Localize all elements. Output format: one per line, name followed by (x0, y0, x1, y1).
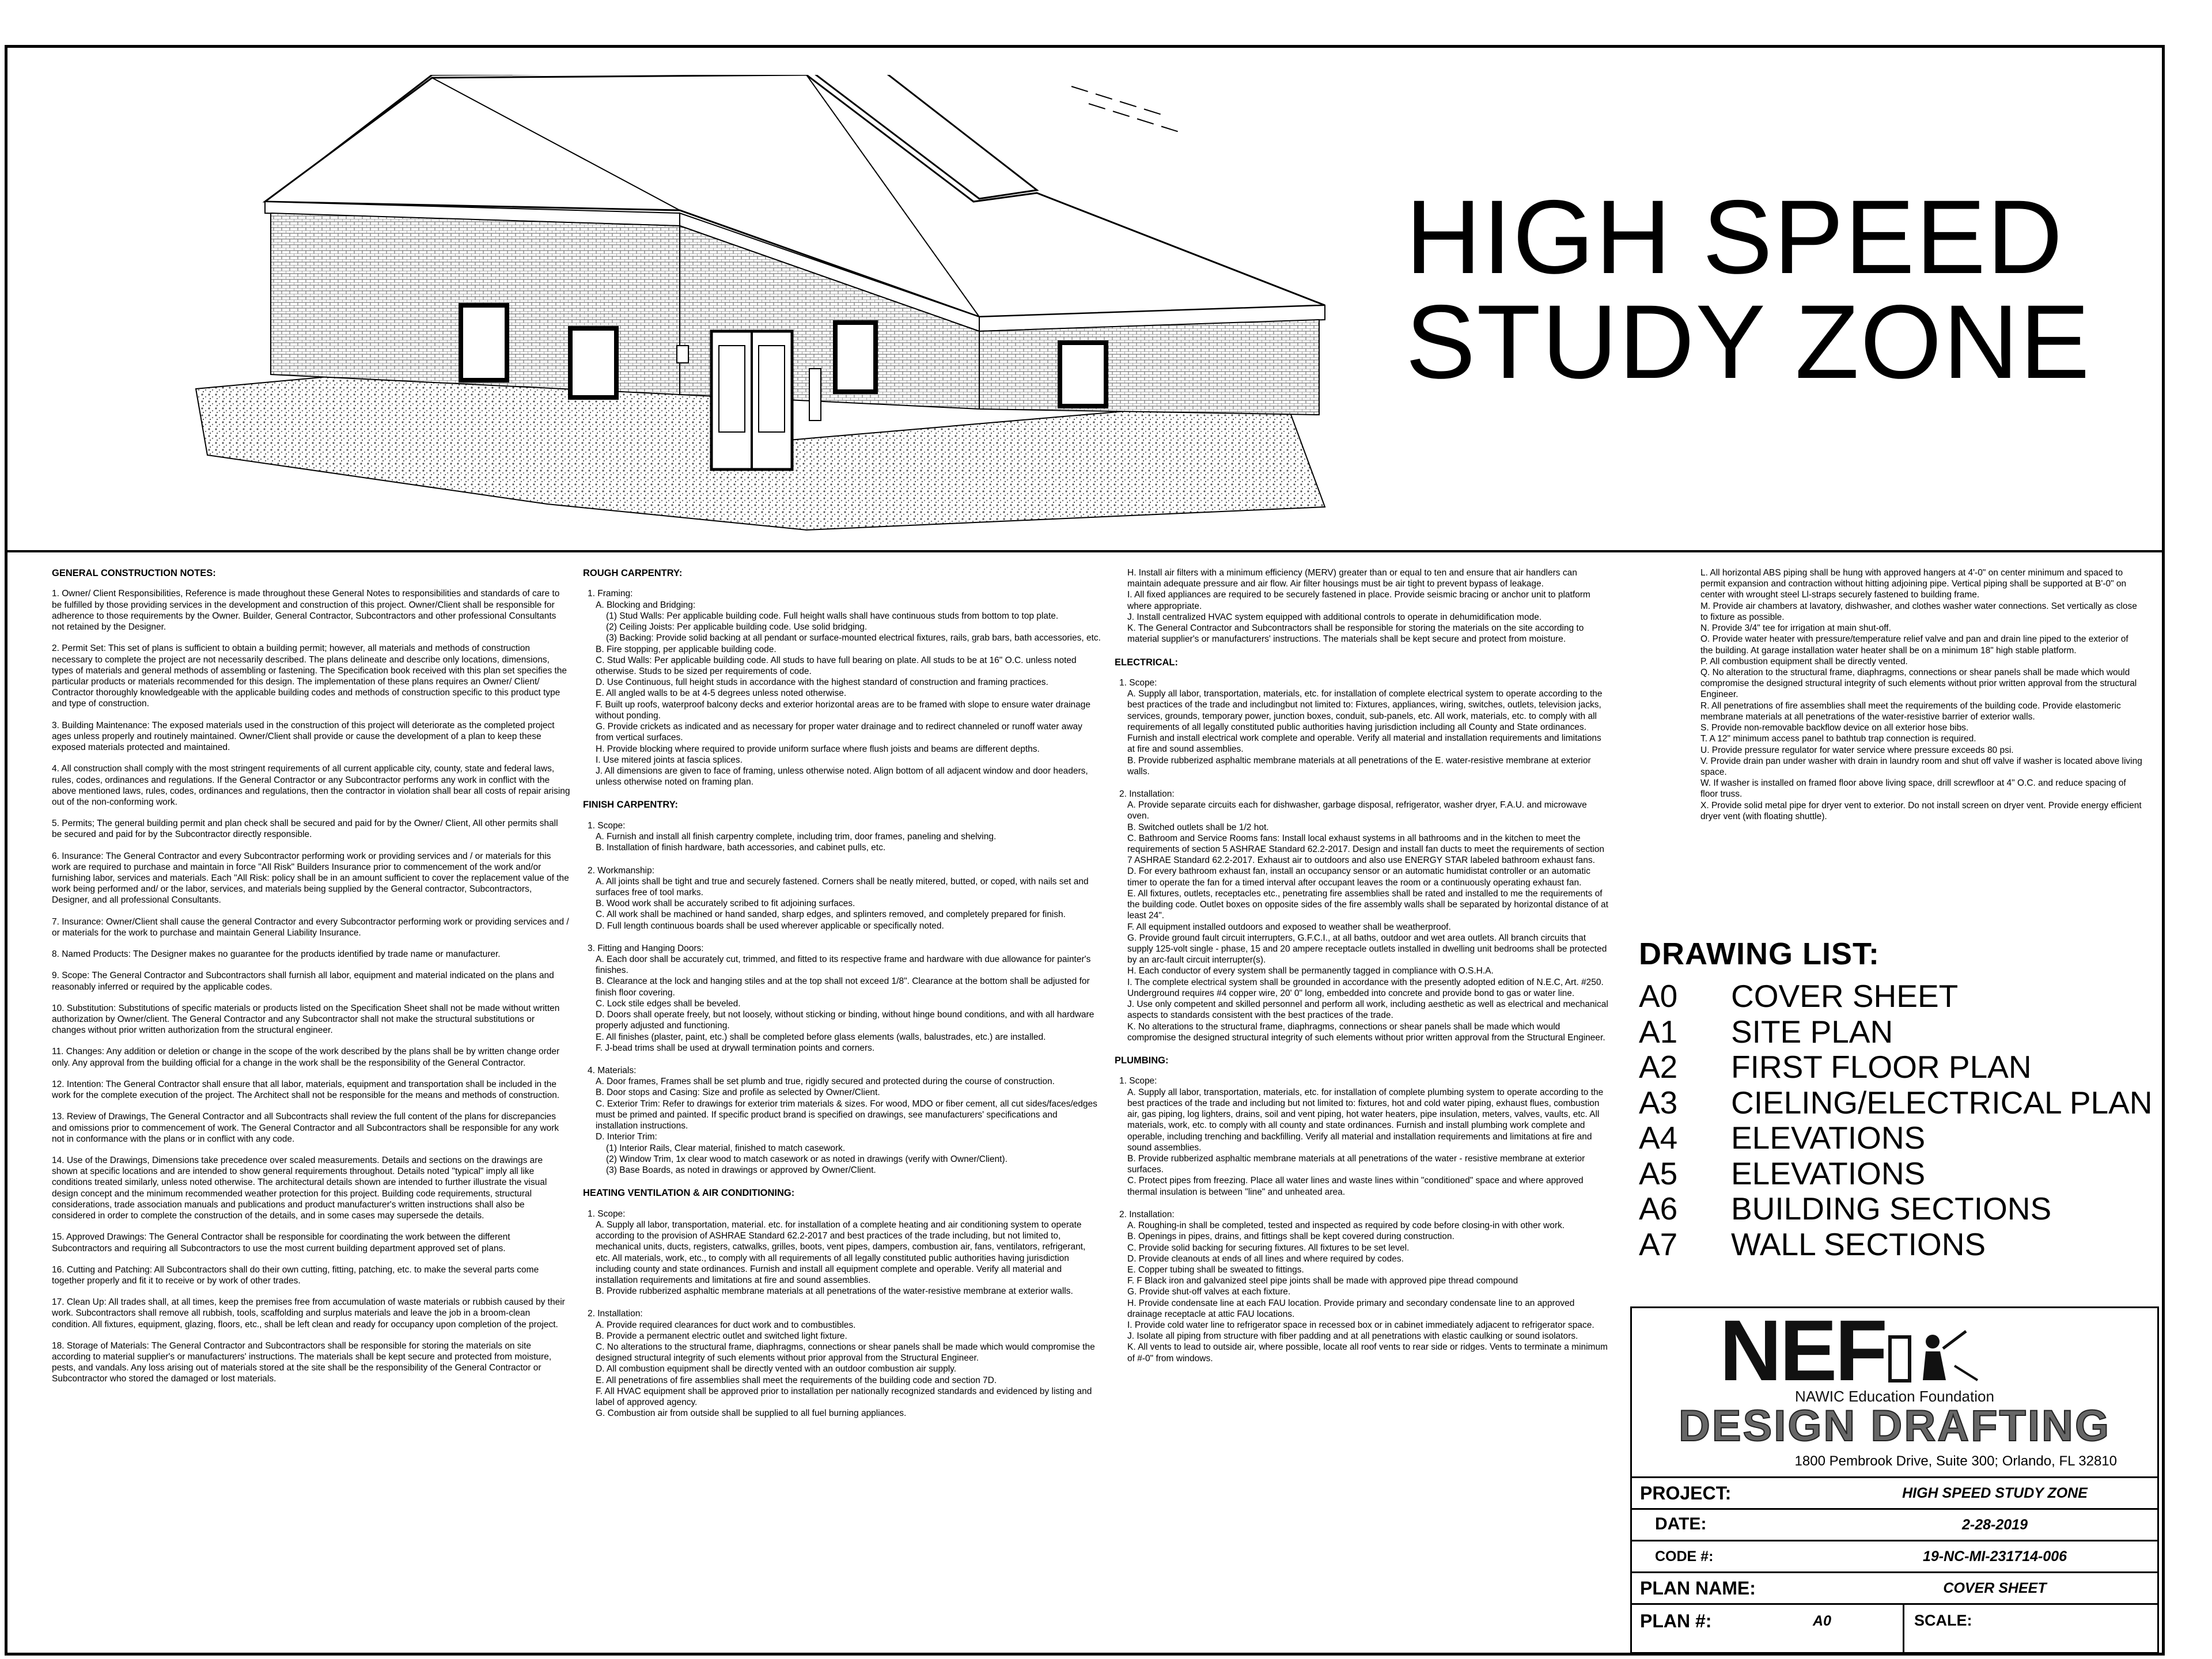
drawing-name: COVER SHEET (1731, 978, 1959, 1014)
section-heading: HEATING VENTILATION & AIR CONDITIONING: (583, 1188, 795, 1199)
date-row (1632, 1508, 2157, 1540)
note-item: F. J-bead trims shall be used at drywall termination points and corners. (596, 1043, 875, 1053)
general-note: 18. Storage of Materials: The General Contractor and Subcontractors shall be responsible for storing the materials on site according to material supplier's or manufacturers' instructions. The materials shall be kept secure and protected from moisture, pests, and vandals. Any loss arising out of materials stored at the site shall be the responsibility of the General Contractor or Subcontractor who stored the damaged or lost materials. (52, 1340, 552, 1384)
section-heading: ROUGH CARPENTRY: (583, 568, 683, 578)
drawing-code: A2 (1639, 1049, 1678, 1085)
note-item: 2. Installation: (1119, 789, 1175, 799)
note-item: A. Supply all labor, transportation, materials, etc. for installation of complete electrical system to operate according to the best practices of the trade and includingbut not limited to: Fixtures, appliances, wiring, switches, outlets, television jacks, services, grounds, temporary power, junction boxes, conduit, sub-panels, etc. All work, materials, etc. to comply with all requirements of all legally constituted public authorities having jurisdiction including all County and State ordinances. Furnish and install electrical work complete and operable. Verify all material and installation requirements and limitations at fire and sound assemblies. (1127, 689, 1603, 755)
note-item: S. Provide non-removable backflow device on all exterior hose bibs. (1700, 723, 1969, 733)
project-label: PROJECT: (1640, 1483, 1732, 1503)
general-note: 10. Substitution: Substitutions of specific materials or products listed on the Specification Sheet shall not be made without written authorization by Owner/client. The General Contractor and any Subcontractor shall not make the structural substitutions or changes without prior written authorization from the structural engineer. (52, 1003, 560, 1036)
note-item: A. Blocking and Bridging: (596, 600, 696, 610)
note-spacer (1115, 1043, 1610, 1055)
note-spacer (1115, 777, 1610, 789)
note-item: A. Provide required clearances for duct work and to combustibles. (596, 1320, 856, 1330)
plan-name-row (1632, 1571, 2157, 1603)
drawing-name: FIRST FLOOR PLAN (1731, 1049, 2032, 1085)
drawing-code: A1 (1639, 1013, 1678, 1050)
drawing-code: A7 (1639, 1226, 1678, 1262)
drawing-list-heading: DRAWING LIST: (1639, 937, 1880, 971)
note-item: E. All angled walls to be at 4-5 degrees unless noted otherwise. (596, 688, 847, 699)
code-row (1632, 1540, 2157, 1571)
note-item: D. Use Continuous, full height studs in accordance with the highest standard of construction and framing practices. (596, 677, 1048, 688)
plan-number-value: A0 (1813, 1613, 1831, 1629)
note-item: A. Furnish and install all finish carpentry complete, including trim, door frames, paneling and shelving. (596, 832, 997, 842)
drawing-code: A4 (1639, 1120, 1678, 1156)
scale-divider (1903, 1605, 1904, 1656)
drawing-code: A3 (1639, 1084, 1678, 1120)
note-item: H. Provide blocking where required to provide uniform surface where flush joists and beams are different depths. (596, 744, 1040, 754)
general-note: 8. Named Products: The Designer makes no guarantee for the products identified by trade name or manufacturer. (52, 949, 501, 960)
note-item: R. All penetrations of fire assemblies shall meet the requirements of the building code. Provide elastomeric membrane materials at all penetrations of the water-resistive barrier of exterior walls. (1700, 700, 2121, 722)
note-item: F. F Black iron and galvanized steel pipe joints shall be made with approved pipe thread compound (1127, 1276, 1518, 1286)
note-item: E. All fixtures, outlets, receptacles etc., penetrating fire assemblies shall be rated and installed to me the requirements of the building code. Outlet boxes on opposite sides of the fire assembly walls shall be separated by horizontal distance of at least 24". (1127, 888, 1608, 921)
note-item: J. Use only competent and skilled personnel and perform all work, including aesthetic as well as electrical and mechanical aspects to standards consistent with the best practices of the trade. (1127, 999, 1608, 1021)
logo-subtitle: NAWIC Education Foundation (1795, 1388, 1994, 1405)
note-item: B. Installation of finish hardware, bath accessories, and cabinet pulls, etc. (596, 843, 886, 853)
note-item: (3) Base Boards, as noted in drawings or approved by Owner/Client. (606, 1165, 876, 1175)
note-item: (1) Stud Walls: Per applicable building code. Full height walls shall have continuous studs from bottom to top plate. (606, 611, 1059, 621)
note-item: D. Interior Trim: (596, 1132, 657, 1142)
note-item: A. Supply all labor, transportation, materials, etc. for installation of complete plumbing system to operate according to the best practices of the trade and including but not limited to: fixtures, hot and cold water piping, exhaust flues, combustion air, gas piping, log lighters, drains, soil and vent piping, hot water heaters, pipe insulation, meters, valves, vaults, etc. All materials, work, etc. to comply with all county and state ordinances. Furnish and install plumbing work complete and operable, including trenching and backfilling. Verify all material and installation requirements and limitations at fire and sound assemblies. (1127, 1087, 1604, 1153)
note-item: E. All penetrations of fire assemblies shall meet the requirements of the building code and section 7D. (596, 1375, 997, 1385)
general-note: 4. All construction shall comply with the most stringent requirements of all current applicable city, county, state and federal laws, rules, codes, ordinances and regulations. If the General Contractor or any Subcontractor performs any work in conflict with the above mentioned laws, rules, codes, ordinances and regulations, then the contractor in violation shall bear all costs of repair arising out of the non-conforming work. (52, 764, 570, 807)
drawing-list (1639, 936, 2157, 1262)
note-item: W. If washer is installed on framed floor above living space, drill screwfloor at 4" O.C. and reduce spacing of floor truss. (1700, 778, 2126, 800)
general-note: 6. Insurance: The General Contractor and every Subcontractor performing work or providing services and / or materials for this work are required to purchase and maintain in force "All Risk" Builders Insurance prior to commencement of the work and/or furnishing labor, services and materials. Each "All Risk: policy shall be in an amount sufficient to cover the replacement value of the work being performed and/ or the labor, services, and materials being supplied by the General contractor, Subcontractors, Designer, and all professional Consultants. (52, 851, 569, 906)
note-item: G. Provide ground fault circuit interrupters, G.F.C.I., at all baths, outdoor and wet area outlets. All branch circuits that supply 125-volt single - phase, 15 and 20 ampere receptacle outlets installed in dwelling unit bedrooms shall be protected by an arc-fault circuit interrupter(s). (1127, 933, 1607, 965)
note-spacer (583, 854, 1101, 865)
general-note: 2. Permit Set: This set of plans is sufficient to obtain a building permit; however, all materials and methods of construction necessary to complete the project are not necessarily described. The plans delineate and describe only locations, dimensions, types of materials and general methods of assembling or fastening. The Specification book received with this plan set specifies the particular products or materials recommended for this design. The implementation of these plans requires an Owner/ Client/ Contractor thoroughly knowledgeable with the applicable building codes and methods of construction specific to this product type and type of construction. (52, 643, 567, 709)
general-note: 3. Building Maintenance: The exposed materials used in the construction of this project will deteriorate as the completed project ages unless properly and routinely maintained. Owner/Client shall provide or cause the development of a plan to keep these exposed materials protected and maintained. (52, 720, 555, 753)
drawing-list-item (1639, 1120, 2157, 1156)
note-spacer (583, 1297, 1101, 1308)
note-item: E. All finishes (plaster, paint, etc.) shall be completed before glass elements (walls, balustrades, etc.) are installed. (596, 1032, 1046, 1042)
section-heading: PLUMBING: (1115, 1055, 1169, 1066)
note-item: 1. Scope: (1119, 677, 1157, 688)
note-item: (2) Window Trim, 1x clear wood to match casework or as noted in drawings (verify with Owner/Client). (606, 1154, 1007, 1164)
note-item: Q. No alteration to the structural frame, diaphragms, connections or shear panels shall be made which would compromise the designed structural integrity of such elements without prior written approval from the structural Engineer. (1700, 667, 2137, 700)
note-item: B. Openings in pipes, drains, and fittings shall be kept covered during construction. (1127, 1232, 1455, 1242)
note-item: J. Install centralized HVAC system equipped with additional controls to operate in dehumidification mode. (1127, 612, 1542, 622)
drawing-code: A6 (1639, 1191, 1678, 1226)
code-label: CODE #: (1655, 1548, 1714, 1565)
note-item: 1. Framing: (588, 589, 633, 599)
note-item: D. Doors shall operate freely, but not loosely, without sticking or binding, without hinge bound conditions, and with all hardware properly adjusted and functioning. (596, 1010, 1094, 1031)
nef-logo (1632, 1308, 2157, 1475)
drawing-list-item (1639, 1050, 2157, 1085)
note-item: C. Stud Walls: Per applicable building code. All studs to have full bearing on plate. All studs to be at 16" O.C. unless noted otherwise. Studs to be sized per requirements of code. (596, 655, 1077, 676)
note-item: B. Provide a permanent electric outlet and switched light fixture. (596, 1331, 847, 1341)
note-item: H. Install air filters with a minimum efficiency (MERV) greater than or equal to ten and ensure that air handlers can maintain adequate pressure and air flow. Air filter housings must be air tight to prevent bypass of leakage. (1127, 568, 1577, 589)
note-item: C. Bathroom and Service Rooms fans: Install local exhaust systems in all bathrooms and in the kitchen to meet the requirements of section 5 ASHRAE Standard 62.2-2017. Design and install fan ducts to meet the requirements of section 7 ASHRAE Standard 62.2-2017. Exhaust air to outdoors and also use ENERGY STAR labeled bathroom exhaust fans. (1127, 833, 1604, 866)
note-item: J. Isolate all piping from structure with fiber padding and at all penetrations with elastic caulking or sound isolators. (1127, 1331, 1578, 1342)
general-note: 11. Changes: Any addition or deletion or change in the scope of the work described by the plans shall be by written change order only. Any approval from the building official for a change in the work shall be the responsibility of the General Contractor. (52, 1047, 560, 1068)
drawing-list-item (1639, 1191, 2157, 1227)
drawing-list-item (1639, 1014, 2157, 1050)
note-item: (3) Backing: Provide solid backing at all pendant or surface-mounted electrical fixtures, rails, grab bars, bath accessories, etc. (606, 633, 1101, 643)
note-item: H. Each conductor of every system shall be permanently tagged in compliance with O.S.H.A. (1127, 966, 1494, 976)
note-item: 4. Materials: (588, 1066, 637, 1075)
note-item: B. Provide rubberized asphaltic membrane materials at all penetrations of the water-resistive membrane at exterior walls. (596, 1286, 1073, 1297)
drawing-code: A0 (1639, 978, 1678, 1014)
note-item: C. Exterior Trim: Refer to drawings for exterior trim materials & sizes. For wood, MDO or fiber cement, all cut sides/faces/edges must be primed and painted. If specific product brand is specified on drawings, see manufacturers' specifications and installation instructions. (596, 1099, 1097, 1131)
general-note: 15. Approved Drawings: The General Contractor shall be responsible for coordinating the work between the different Subcontractors and requiring all Subcontractors to use the most current building department approved set of plans. (52, 1232, 510, 1253)
note-item: I. The complete electrical system shall be grounded in accordance with the presently adopted edition of N.E.C, Art. #250. Underground requires #4 copper wire, 20' 0" long, embedded into concrete and provide bond to gas or water line. (1127, 977, 1604, 998)
note-item: B. Provide rubberized asphaltic membrane materials at all penetrations of the E. water-resistive membrane at exterior walls. (1127, 755, 1591, 777)
general-note: 13. Review of Drawings, The General Contractor and all Subcontracts shall review the full content of the plans for discrepancies and omissions prior to commencement of work. The General Contractor and all Subcontractors shall be responsible for any work not in conformance with the plans or in conflict with any code. (52, 1112, 559, 1144)
notes-heading: GENERAL CONSTRUCTION NOTES: (52, 568, 216, 578)
note-item: B. Door stops and Casing: Size and profile as selected by Owner/Client. (596, 1088, 880, 1098)
general-note: 14. Use of the Drawings, Dimensions take precedence over scaled measurements. Details and sections on the drawings are shown at specific locations and are intended to show general requirements throughout. Details noted "typical" imply all like conditions treated similarly, unless noted otherwise. The architectural details shown are intended to further illustrate the visual design concept and the minimum recommended weather protection for this project. Building code requirements, structural considerations, trade association manuals and publications and product manufacturer's written instructions shall also be considered in order to complete the construction of the details, and in some cases may supersede the details. (52, 1155, 547, 1221)
note-item: A. Roughing-in shall be completed, tested and inspected as required by code before closing-in with other work. (1127, 1221, 1565, 1231)
note-item: I. Use mitered joints at fascia splices. (596, 755, 743, 765)
drawing-name: SITE PLAN (1731, 1013, 1893, 1050)
sheet-divider (5, 550, 2165, 552)
note-item: D. For every bathroom exhaust fan, install an occupancy sensor or an automatic humidistat controller or an automatic timer to operate the fan for a timed interval after occupant leaves the room or a continuously operating exhaust fan. (1127, 866, 1590, 888)
general-note: 17. Clean Up: All trades shall, at all times, keep the premises free from accumulation of waste materials or rubbish caused by their work. Subcontractors shall remove all rubbish, tools, scaffolding and surplus materials and leave the job in a broom-clean condition. All fixtures, equipment, glazing, floors, etc., shall be left clean and ready for occupancy upon completion of the project. (52, 1297, 565, 1330)
note-item: C. No alterations to the structural frame, diaphragms, connections or shear panels shall be made which would compromise the designed structural integrity of such elements without prior approval from the Structural Engineer. (596, 1342, 1095, 1363)
note-item: V. Provide drain pan under washer with drain in laundry room and shut off valve if washer is located above living space. (1700, 756, 2142, 777)
drawing-name: ELEVATIONS (1731, 1155, 1926, 1191)
note-spacer (583, 1054, 1101, 1065)
plan-name-value: COVER SHEET (1943, 1580, 2047, 1596)
note-item: B. Fire stopping, per applicable building code. (596, 644, 777, 654)
note-item: L. All horizontal ABS piping shall be hung with approved hangers at 4'-0" on center minimum and spaced to permit expansion and contraction without hitting adjoining pipe. Vertical piping shall be supported at B'-0" on center with wrought steel Ll-straps securely fastened to building frame. (1700, 568, 2127, 600)
title-line-1: HIGH SPEED (1406, 178, 2064, 296)
note-item: F. All equipment installed outdoors and exposed to weather shall be weatherproof. (1127, 922, 1451, 932)
note-item: G. Provide crickets as indicated and as necessary for proper water drainage and to redirect channeled or runoff water away from vertical surfaces. (596, 722, 1082, 743)
note-item: B. Switched outlets shall be 1/2 hot. (1127, 822, 1269, 832)
note-item: I. Provide cold water line to refrigerator space in recessed box or in cabinet immediately adjacent to refrigerator space. (1127, 1320, 1594, 1331)
note-item: K. No alterations to the structural frame, diaphragms, connections or shear panels shall be made which would compromise the designed structural integrity of such elements without prior written approval from the Structural Engineer. (1127, 1021, 1605, 1043)
note-item: K. All vents to lead to outside air, where possible, locate all roof vents to rear side or ridges. Vents to terminate a minimum of #-0" from windows. (1127, 1342, 1608, 1363)
note-item: X. Provide solid metal pipe for dryer vent to exterior. Do not install screen on dryer vent. Provide energy efficient dryer vent (with floating shuttle). (1700, 800, 2142, 821)
note-item: 2. Installation: (1119, 1209, 1175, 1219)
carpentry-hvac-notes (583, 567, 1101, 1419)
building-rendering (173, 75, 1417, 536)
project-value: HIGH SPEED STUDY ZONE (1902, 1485, 2088, 1501)
note-item: P. All combustion equipment shall be directly vented. (1700, 656, 1908, 666)
note-item: 1. Scope: (588, 1209, 626, 1219)
address (1632, 1453, 2157, 1469)
note-item: 2. Workmanship: (588, 865, 655, 876)
logo-design-drafting: DESIGN DRAFTING (1678, 1402, 2111, 1450)
note-item: 1. Scope: (588, 820, 626, 831)
note-item: U. Provide pressure regulator for water service where pressure exceeds 80 psi. (1700, 745, 2014, 755)
title-line-2: STUDY ZONE (1406, 283, 2091, 400)
note-item: C. Lock stile edges shall be beveled. (596, 998, 741, 1009)
note-item: A. All joints shall be tight and true and securely fastened. Corners shall be neatly mitered, butted, or coped, with nails set and surfaces free of tool marks. (596, 876, 1089, 897)
drawing-list-item (1639, 979, 2157, 1014)
note-item: 1. Scope: (1119, 1076, 1157, 1086)
general-note: 9. Scope: The General Contractor and Subcontractors shall furnish all labor, equipment and material indicated on the plans and reasonably inferred or required by the applicable codes. (52, 971, 554, 992)
note-item: N. Provide 3/4" tee for irrigation at main shut-off. (1700, 623, 1891, 634)
drawing-code: A5 (1639, 1155, 1678, 1191)
note-item: J. All dimensions are given to face of framing, unless otherwise noted. Align bottom of all adjacent window and door headers, unless otherwise noted on framing plan. (596, 766, 1088, 787)
note-spacer (583, 787, 1101, 799)
note-item: F. All HVAC equipment shall be approved prior to installation per nationally recognized standards and evidenced by listing and label of approved agency. (596, 1386, 1092, 1408)
note-item: B. Clearance at the lock and hanging stiles and at the top shall not exceed 1/8". Clearance at the bottom shall be adjusted for finish floor covering. (596, 976, 1090, 998)
note-item: (2) Ceiling Joists: Per applicable building code. Use solid bridging. (606, 622, 868, 632)
note-item: 2. Installation: (588, 1309, 643, 1319)
note-spacer (1115, 1198, 1610, 1209)
note-item: A. Supply all labor, transportation, material. etc. for installation of a complete heating and air conditioning system to operate according to the provision of ASHRAE Standard 62.2-2017 and best practices of the trade including, but not limited to, mechanical units, ducts, registers, catwalks, grilles, boots, vent pipes, dampers, combustion air, fans, ventilators, refrigerant, etc. All materials, work, etc., to comply with all requirements of all legally constituted public authorities having jurisdiction including county and state ordinances. Furnish and install all equipment complete and operable. Verify all material and installation requirements and limitations at fire and sound assemblies. (596, 1219, 1086, 1285)
note-item: G. Provide shut-off valves at each fixture. (1127, 1287, 1291, 1297)
project-row (1632, 1476, 2157, 1508)
note-item: A. Door frames, Frames shall be set plumb and true, rigidly secured and protected during the course of construction. (596, 1077, 1055, 1087)
drawing-list-item (1639, 1227, 2157, 1263)
electrical-plumbing-notes (1115, 567, 1610, 1364)
note-item: C. Protect pipes from freezing. Place all water lines and waste lines within "conditioned" space and where approved thermal insulation is between "line" and unheated area. (1127, 1176, 1584, 1197)
general-note: 1. Owner/ Client Responsibilities, Reference is made throughout these General Notes to responsibilities and standards of care to be fulfilled by those providing services in the development and construction of this project. Owner/Client shall be responsible for adherence to those requirements by the Owner. Builder, General Contractor, Subcontractors and other professional Consultants not retained by the Designer. (52, 589, 560, 632)
drawing-list-item (1639, 1085, 2157, 1121)
note-spacer (583, 1176, 1101, 1187)
drawing-name: CIELING/ELECTRICAL PLAN (1731, 1084, 2153, 1120)
general-note: 7. Insurance: Owner/Client shall cause the general Contractor and every Subcontractor performing work or providing services and / or materials for the work to purchase and maintain General Liability Insurance. (52, 916, 569, 938)
section-heading: ELECTRICAL: (1115, 657, 1178, 668)
note-item: A. Provide separate circuits each for dishwasher, garbage disposal, refrigerator, washer dryer, F.A.U. and microwave oven. (1127, 800, 1587, 821)
general-note: 12. Intention: The General Contractor shall ensure that all labor, materials, equipment and transportation shall be included in the work for the complete execution of the project. The Architect shall not be responsible for the means and methods of construction. (52, 1079, 560, 1101)
address-text: 1800 Pembrook Drive, Suite 300; Orlando, FL 32810 (1794, 1453, 2117, 1469)
drawing-name: WALL SECTIONS (1731, 1226, 1986, 1262)
general-construction-notes (52, 567, 570, 1395)
project-title (1406, 178, 2126, 400)
code-value: 19-NC-MI-231714-006 (1922, 1548, 2067, 1565)
logo-mark: NEF (1719, 1308, 1885, 1399)
date-label: DATE: (1655, 1514, 1707, 1533)
note-item: (1) Interior Rails, Clear material, finished to match casework. (606, 1143, 846, 1153)
drawing-list-item (1639, 1156, 2157, 1192)
note-item: H. Provide condensate line at each FAU location. Provide primary and secondary condensate line to an approved drainage receptacle at attic FAU locations. (1127, 1298, 1575, 1319)
date-value: 2-28-2019 (1962, 1517, 2028, 1533)
note-item: I. All fixed appliances are required to be securely fastened in place. Provide seismic bracing or anchor unit to platform where appropriate. (1127, 590, 1590, 611)
drawing-name: ELEVATIONS (1731, 1120, 1926, 1156)
general-note: 5. Permits; The general building permit and plan check shall be secured and paid for by the Owner/ Client, All other permits shall be secured and paid for by the Subcontractor directly responsible. (52, 819, 558, 840)
plan-number-label: PLAN #: (1640, 1611, 1712, 1631)
plumbing-notes-continued (1688, 567, 2143, 822)
note-item: M. Provide air chambers at lavatory, dishwasher, and clothes washer water connections. Set vertically as close to fixture as possible. (1700, 601, 2137, 622)
note-item: C. Provide solid backing for securing fixtures. All fixtures to be set level. (1127, 1243, 1410, 1253)
drawing-name: BUILDING SECTIONS (1731, 1191, 2052, 1226)
plan-name-label: PLAN NAME: (1640, 1578, 1756, 1599)
note-item: T. A 12" minimum access panel to bathtub trap connection is required. (1700, 734, 1976, 744)
note-item: O. Provide water heater with pressure/temperature relief valve and pan and drain line piped to the exterior of the building. At garage installation water heater shall be on a minimum 18" high stable platform. (1700, 634, 2128, 656)
note-item: C. All work shall be machined or hand sanded, sharp edges, and splinters removed, and completely prepared for finish. (596, 910, 1066, 920)
note-item: F. Built up roofs, waterproof balcony decks and exterior horizontal areas are to be framed with slope to ensure water drainage without ponding. (596, 699, 1090, 721)
note-spacer (1115, 645, 1610, 657)
note-item: D. Full length continuous boards shall be used wherever applicable or specifically noted. (596, 921, 944, 931)
note-item: D. All combustion equipment shall be directly vented with an outdoor combustion air supply. (596, 1364, 957, 1374)
title-block (1630, 1306, 2159, 1654)
note-spacer (583, 931, 1101, 943)
note-item: E. Copper tubing shall be sweated to fittings. (1127, 1264, 1304, 1275)
note-item: B. Provide rubberized asphaltic membrane materials at all penetrations of the water - resistive membrane at exterior surfaces. (1127, 1153, 1585, 1175)
note-item: A. Each door shall be accurately cut, trimmed, and fitted to its respective frame and hardware with due allowance for painter's finishes. (596, 955, 1091, 976)
note-item: B. Wood work shall be accurately scribed to fit adjoining surfaces. (596, 899, 855, 909)
plan-number-row (1632, 1603, 2157, 1654)
note-item: G. Combustion air from outside shall be supplied to all fuel burning appliances. (596, 1408, 907, 1419)
section-heading: FINISH CARPENTRY: (583, 800, 678, 810)
note-item: D. Provide cleanouts at ends of all lines and where required by codes. (1127, 1253, 1404, 1264)
scale-label: SCALE: (1914, 1612, 1972, 1629)
note-item: 3. Fitting and Hanging Doors: (588, 943, 704, 953)
note-item: K. The General Contractor and Subcontractors shall be responsible for storing the materials on the site according to material supplier's or manufacturers' instructions. The materials shall be kept secure and protect from moisture. (1127, 623, 1584, 645)
general-note: 16. Cutting and Patching: All Subcontractors shall do their own cutting, fitting, patching, etc. to make the several parts come together properly and fit it to receive or by work of other trades. (52, 1264, 539, 1286)
